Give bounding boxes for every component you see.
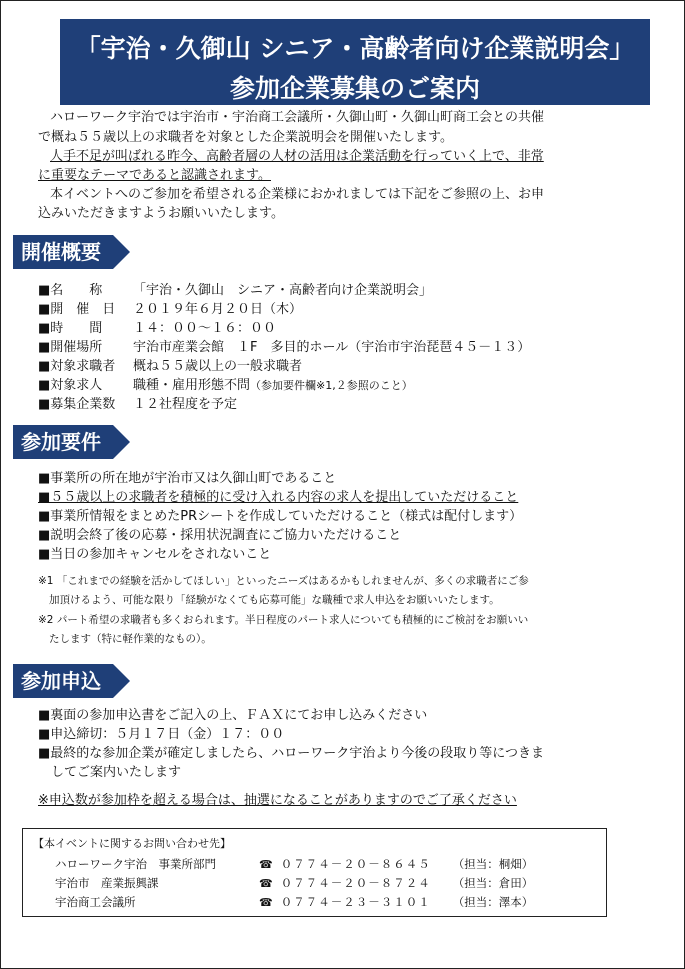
application-item: ■申込締切：５月１７日（金）１７：００	[38, 727, 285, 742]
requirement-item: ■説明会終了後の応募・採用状況調査にご協力いただけること	[38, 528, 402, 543]
requirement-item: ■５５歳以上の求職者を積極的に受け入れる内容の求人を提出していただけること	[38, 490, 519, 505]
requirement-item: ■当日の参加キャンセルをされないこと	[38, 547, 272, 562]
intro-p3-line2: 込みいただきますようお願いいたします。	[38, 206, 284, 221]
intro-p1-line2: で概ね５５歳以上の求職者を対象とした企業説明会を開催いたします。	[38, 130, 453, 145]
overview-label: ■対象求職者	[38, 359, 116, 374]
title-banner	[60, 19, 650, 105]
contact-row	[55, 875, 533, 891]
overview-label: ■時 間	[38, 321, 103, 336]
overview-item	[38, 301, 302, 318]
application-item: ■裏面の参加申込書をご記入の上、ＦＡＸにてお申し込みください	[38, 708, 428, 723]
contact-org: 宇治商工会議所	[55, 895, 136, 909]
application-item: してご案内いたします	[38, 765, 182, 780]
overview-item	[38, 320, 276, 337]
telephone-icon: ☎	[259, 896, 273, 909]
intro-p2-line2: に重要なテーマであると認識されます。	[38, 168, 271, 183]
overview-label: ■開 催 日	[38, 302, 116, 317]
requirement-item: ■事業所情報をまとめたPRシートを作成していただけること（様式は配付します）	[38, 509, 523, 524]
application-note: ※申込数が参加枠を超える場合は、抽選になることがありますのでご了承ください	[38, 793, 517, 808]
telephone-icon: ☎	[259, 858, 273, 871]
requirement-note-1-line1: ※1 「これまでの経験を活かしてほしい」といったニーズはあるかもしれませんが、多くの求職者にご参	[38, 575, 529, 587]
overview-value: １２社程度を予定	[133, 397, 238, 412]
overview-value: 「宇治・久御山 シニア・高齢者向け企業説明会」	[133, 283, 433, 298]
contact-person: （担当：倉田）	[452, 876, 534, 890]
contact-phone: ０７７４－２０－８６４５	[280, 857, 431, 871]
intro-p3-line1: 本イベントへのご参加を希望される企業様におかれましては下記をご参照の上、お申	[50, 187, 545, 202]
telephone-icon: ☎	[259, 877, 273, 890]
overview-label: ■対象求人	[38, 378, 103, 393]
contact-org: 宇治市 産業振興課	[55, 876, 159, 890]
requirement-note-2-line1: ※2 パート希望の求職者も多くおられます。半日程度のパート求人についても積極的にご検討をお願いい	[38, 614, 529, 626]
overview-note: （参加要件欄※1,２参照のこと）	[250, 379, 413, 392]
contact-phone: ０７７４－２３－３１０１	[280, 895, 431, 909]
intro-p1-line1: ハローワーク宇治では宇治市・宇治商工会議所・久御山町・久御山町商工会との共催	[50, 110, 545, 125]
section-heading-overview: 開催概要	[13, 235, 113, 269]
contact-row	[55, 894, 533, 910]
contact-box	[22, 828, 607, 917]
contact-header: 【本イベントに関するお問い合わせ先】	[33, 837, 231, 850]
contact-row	[55, 856, 533, 872]
overview-value: 概ね５５歳以上の一般求職者	[133, 359, 303, 374]
contact-person: （担当：桐畑）	[452, 857, 534, 871]
section-heading-requirements: 参加要件	[13, 425, 113, 459]
overview-item	[38, 396, 237, 413]
application-item: ■最終的な参加企業が確定しましたら、ハローワーク宇治より今後の段取り等につきま	[38, 746, 545, 761]
overview-value: ２０１９年６月２０日（木）	[133, 302, 303, 317]
requirement-item: ■事業所の所在地が宇治市又は久御山町であること	[38, 471, 337, 486]
overview-item	[38, 282, 432, 299]
overview-item	[38, 339, 530, 356]
overview-item	[38, 358, 302, 375]
title-line-1: 「宇治・久御山 シニア・高齢者向け企業説明会」	[75, 34, 635, 63]
title-line-2: 参加企業募集のご案内	[229, 74, 480, 103]
overview-label: ■開催場所	[38, 340, 103, 355]
contact-phone: ０７７４－２０－８７２４	[280, 876, 431, 890]
contact-person: （担当：澤本）	[452, 895, 534, 909]
overview-value: 宇治市産業会館 １F 多目的ホール（宇治市宇治琵琶４５－１３）	[133, 340, 531, 355]
overview-item	[38, 377, 413, 394]
intro-p2-line1: 人手不足が叫ばれる昨今、高齢者層の人材の活用は企業活動を行っていく上で、非常	[50, 149, 544, 164]
overview-label: ■募集企業数	[38, 397, 116, 412]
requirement-note-2-line2: たします（特に軽作業的なもの）。	[49, 633, 212, 645]
overview-value: １４：００～１６：００	[133, 321, 277, 336]
requirement-note-1-line2: 加頂けるよう、可能な限り「経験がなくても応募可能」な職種で求人申込をお願いいたします。	[49, 594, 500, 606]
section-heading-application: 参加申込	[13, 664, 113, 698]
contact-org: ハローワーク宇治 事業所部門	[55, 857, 216, 871]
overview-value: 職種・雇用形態不問	[133, 378, 251, 393]
overview-label: ■名 称	[38, 283, 103, 298]
